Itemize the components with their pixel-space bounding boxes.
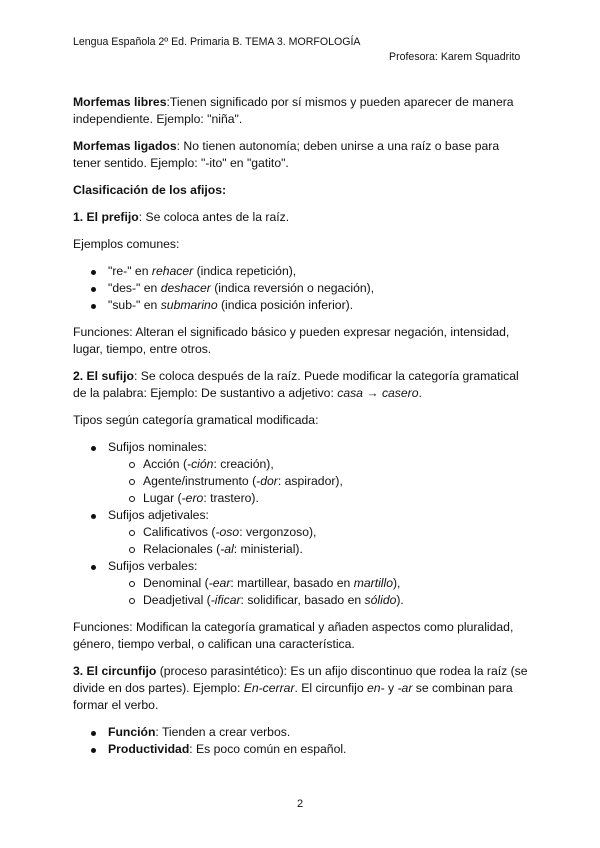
list-item: "sub-" en submarino (indica posición inferior). <box>73 297 528 314</box>
list-item: Función: Tienden a crear verbos. <box>73 724 528 741</box>
list-sufijo-tipos <box>73 439 528 609</box>
list-item: Calificativos (-oso: vergonzoso), <box>108 524 528 541</box>
list-item: Sufijos adjetivales: Calificativos (-oso: vergonzoso), Relacionales (-al: ministerial). <box>73 507 528 558</box>
heading-prefijo: 1. El prefijo <box>73 210 139 224</box>
term-ligados: Morfemas ligados <box>73 139 177 153</box>
list-item: Deadjetival (-ificar: solidificar, basado en sólido). <box>108 592 528 609</box>
header-course-title: Lengua Española 2º Ed. Primaria B. TEMA 3. MORFOLOGÍA <box>73 36 361 48</box>
term-libres: Morfemas libres <box>73 95 167 109</box>
list-circunfijo <box>73 724 528 758</box>
list-item: Productividad: Es poco común en español. <box>73 741 528 758</box>
para-morfemas-libres: Morfemas libres:Tienen significado por sí mismos y pueden aparecer de manera independiente. Ejemplo: "niña". <box>73 95 514 126</box>
sublist-adjetivales <box>108 524 528 558</box>
para-sufijo: 2. El sufijo: Se coloca después de la raíz. Puede modificar la categoría gramatical de la palabra: Ejemplo: De sustantivo a adjetivo: casa → casero. <box>73 369 519 400</box>
para-morfemas-ligados: Morfemas ligados: No tienen autonomía; deben unirse a una raíz o base para tener sentido. Ejemplo: "-ito" en "gatito". <box>73 139 500 170</box>
heading-circunfijo: 3. El circunfijo <box>73 664 157 678</box>
para-prefijo-funciones: Funciones: Alteran el significado básico y pueden expresar negación, intensidad, lugar, tiempo, entre otros. <box>73 325 510 356</box>
para-sufijo-funciones: Funciones: Modifican la categoría gramatical y añaden aspectos como pluralidad, género, tiempo verbal, o califican una característica. <box>73 620 514 651</box>
list-item: Sufijos verbales: Denominal (-ear: martillear, basado en martillo), Deadjetival (-ificar: solidificar, basado en sólido). <box>73 558 528 609</box>
header-teacher: Profesora: Karem Squadrito <box>389 51 521 63</box>
list-item: Sufijos nominales: Acción (-ción: creación), Agente/instrumento (-dor: aspirador), Lugar (-ero: trastero). <box>73 439 528 507</box>
label-ejemplos: Ejemplos comunes: <box>73 237 180 251</box>
list-prefijo-ejemplos <box>73 263 528 314</box>
document-body <box>73 94 528 768</box>
list-item: Lugar (-ero: trastero). <box>108 490 528 507</box>
list-item: Acción (-ción: creación), <box>108 456 528 473</box>
para-prefijo: 1. El prefijo: Se coloca antes de la raíz. <box>73 210 290 224</box>
list-item: Denominal (-ear: martillear, basado en martillo), <box>108 575 528 592</box>
sublist-verbales <box>108 575 528 609</box>
heading-sufijo: 2. El sufijo <box>73 369 134 383</box>
sublist-nominales <box>108 456 528 507</box>
list-item: Agente/instrumento (-dor: aspirador), <box>108 473 528 490</box>
list-item: Relacionales (-al: ministerial). <box>108 541 528 558</box>
label-tipos: Tipos según categoría gramatical modificada: <box>73 413 319 427</box>
heading-clasificacion: Clasificación de los afijos: <box>73 183 227 197</box>
page-number: 2 <box>296 798 304 810</box>
para-circunfijo: 3. El circunfijo (proceso parasintético): Es un afijo discontinuo que rodea la raíz (se divide en dos partes). Ejemplo: En-cerrar. El circunfijo en- y -ar se combinan para formar el verbo. <box>73 664 528 712</box>
list-item: "re-" en rehacer (indica repetición), <box>73 263 528 280</box>
list-item: "des-" en deshacer (indica reversión o negación), <box>73 280 528 297</box>
